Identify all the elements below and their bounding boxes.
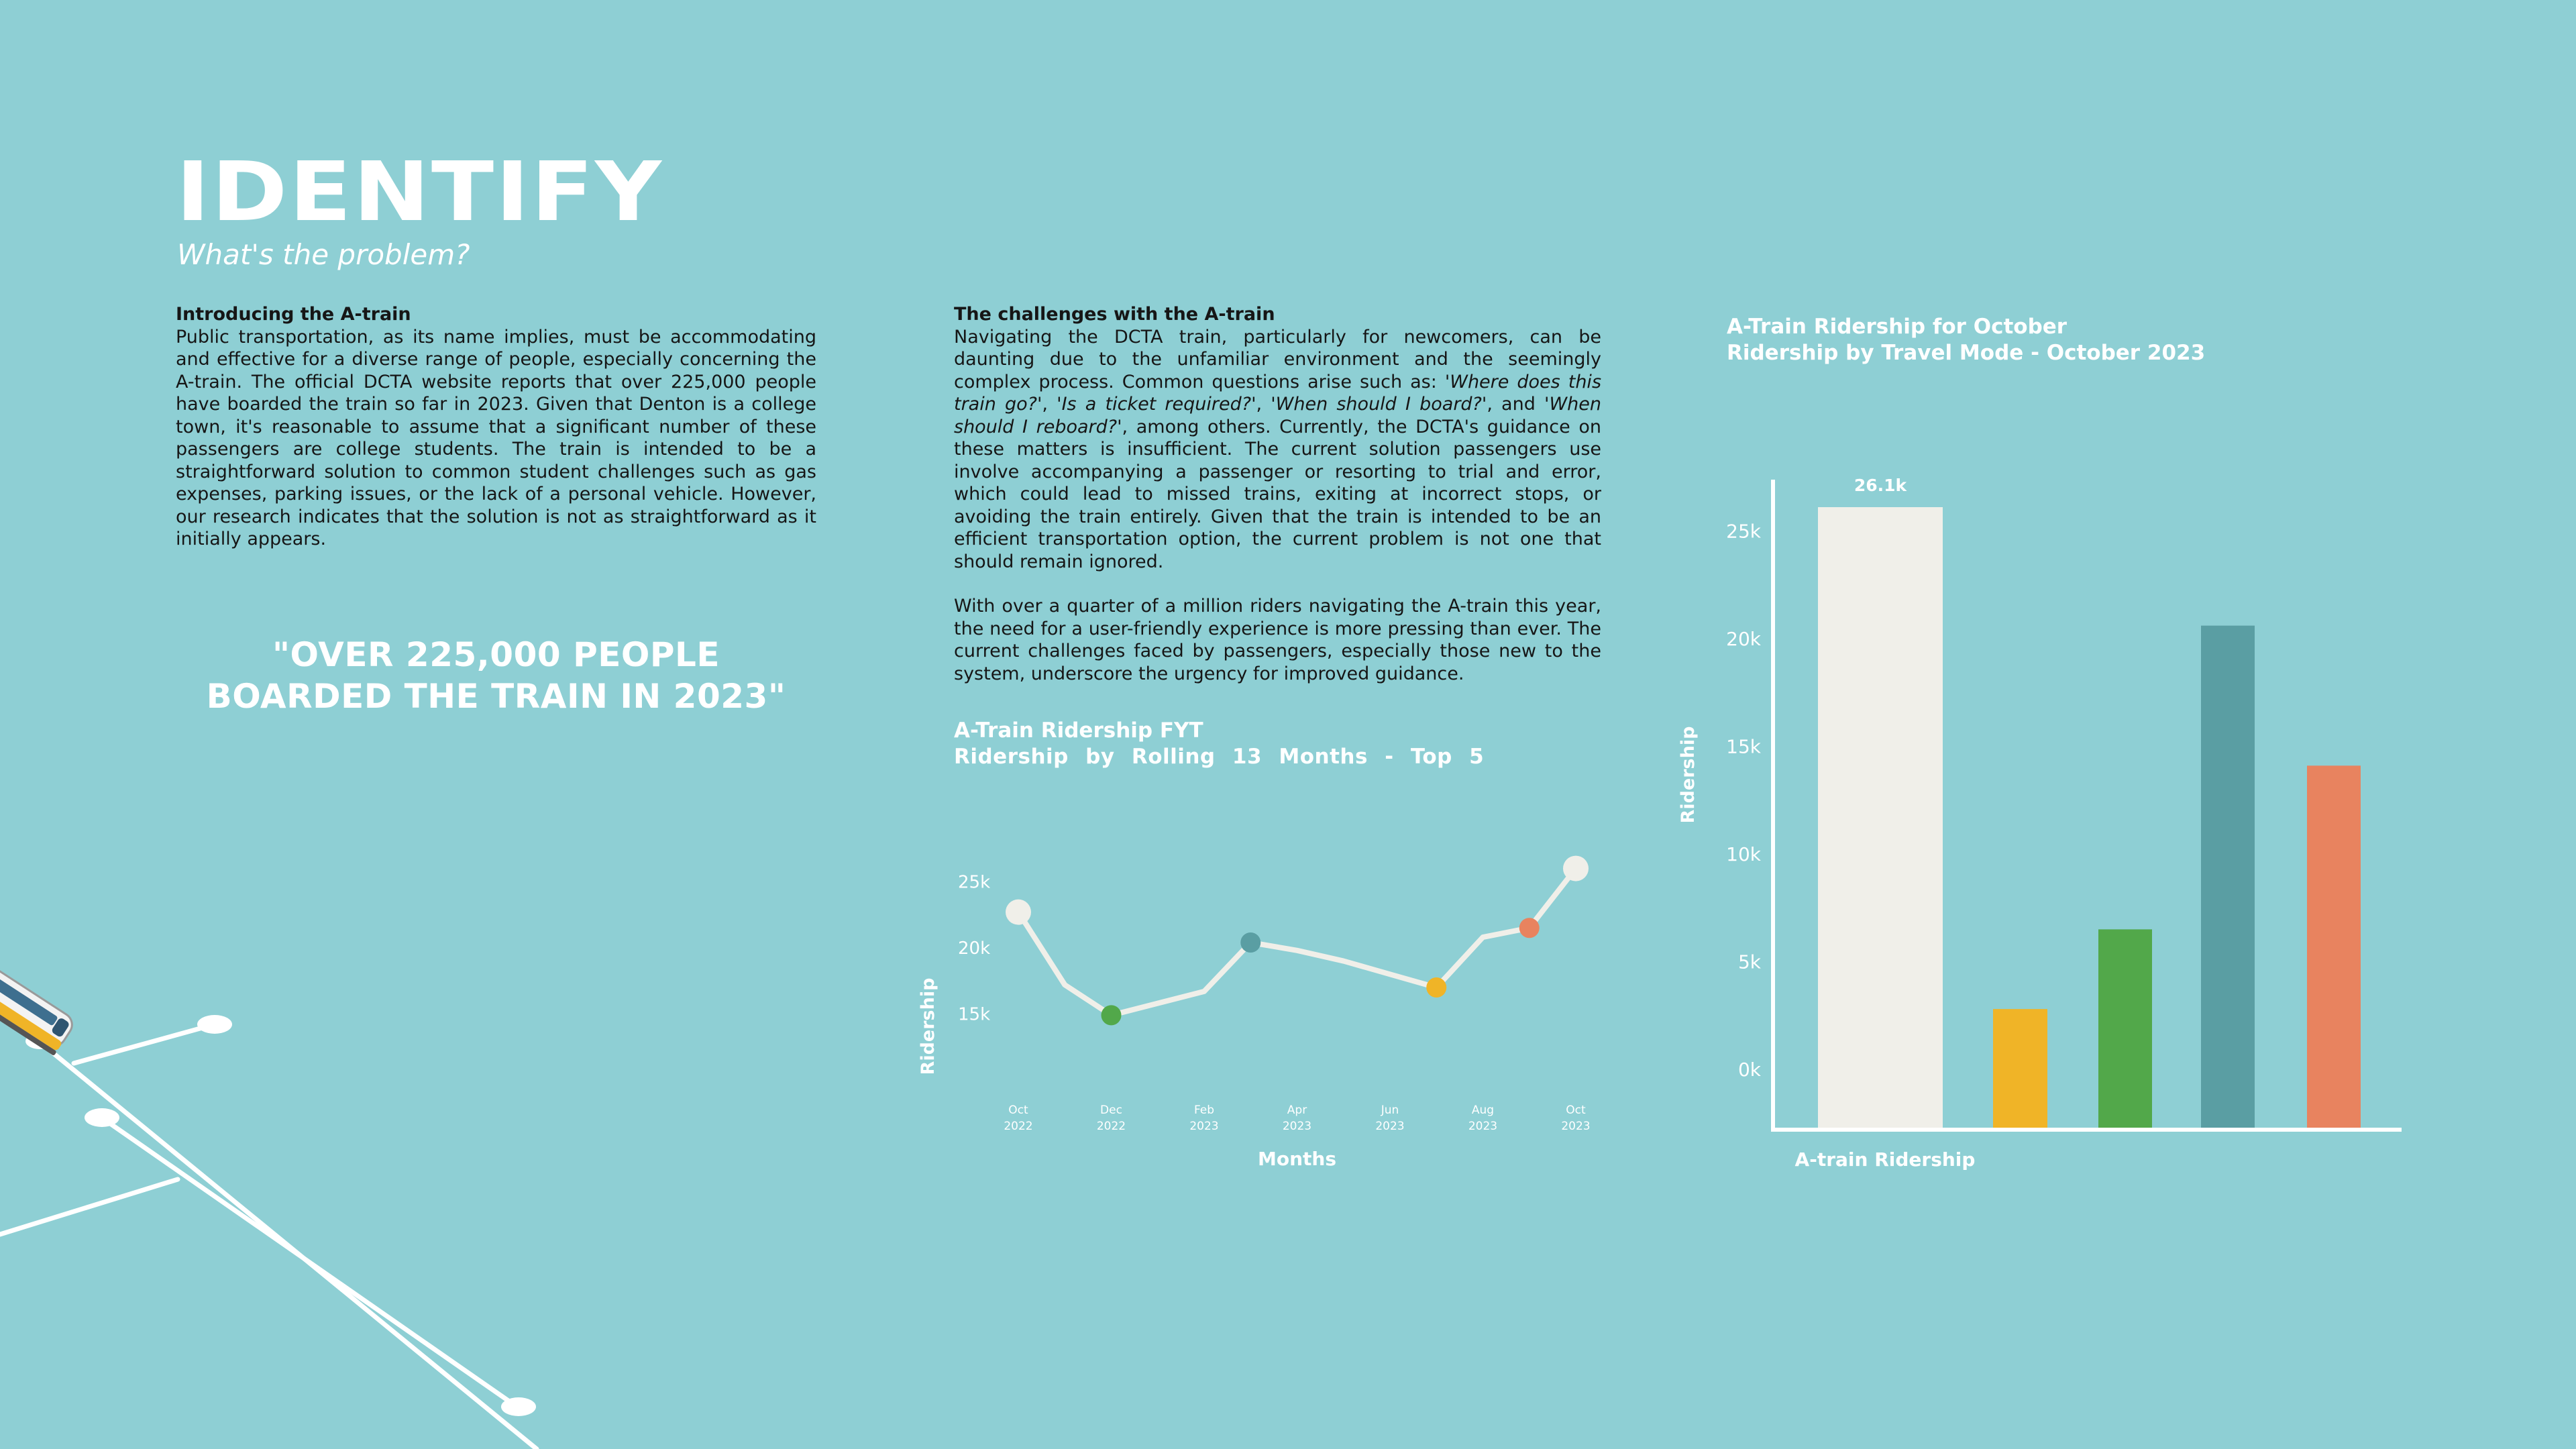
question-3: When should I board? [1275, 394, 1482, 415]
line-chart [912, 825, 1623, 1174]
x-tick-month: Aug [1471, 1104, 1495, 1117]
y-tick-label: 25k [958, 872, 991, 893]
intro-section [176, 303, 816, 551]
rail-map-illustration [0, 899, 604, 1449]
data-point [1426, 977, 1446, 998]
x-tick-year: 2023 [1561, 1120, 1591, 1133]
x-tick-year: 2023 [1189, 1120, 1219, 1133]
data-point [1563, 856, 1589, 881]
y-tick-label: 20k [958, 938, 991, 959]
challenges-paragraph-1: Navigating the DCTA train, particularly for newcomers, can be daunting due to the unfamiliar environment and the seemingly complex process. Common questions arise such as: 'Where does this train go?', 'Is a ticket required?', 'When should I board?', and 'When should I reboard?', among others. Currently, the DCTA's guidance on these matters is insufficient. The current solution passengers use involve accompanying a passenger or resorting to trial and error, which could lead to missed trains, exiting at incorrect stops, or avoiding the train entirely. Given that the train is intended to be an efficient transportation option, the current problem is not one that should remain ignored. [954, 326, 1602, 572]
data-point [1102, 1005, 1122, 1025]
bar [2098, 929, 2152, 1128]
y-tick-label: 15k [1726, 735, 1761, 758]
y-tick-label: 15k [958, 1004, 991, 1025]
x-tick-month: Dec [1100, 1104, 1122, 1117]
y-axis-label: Ridership [918, 977, 938, 1075]
bar [2307, 765, 2361, 1128]
series-line [1018, 869, 1576, 1016]
train-icon [0, 963, 76, 1056]
y-tick-label: 20k [1726, 627, 1761, 650]
data-point [1006, 900, 1031, 925]
bar-chart [1664, 416, 2428, 1181]
intro-heading: Introducing the A-train [176, 304, 411, 325]
bar [1993, 1009, 2047, 1128]
question-1: Where does this train go? [954, 371, 1602, 415]
x-tick-year: 2023 [1375, 1120, 1405, 1133]
x-axis-label: A-train Ridership [1794, 1148, 1976, 1171]
pull-quote-line-2: BOARDED THE TRAIN IN 2023" [206, 677, 786, 716]
x-axis-label: Months [1257, 1148, 1337, 1170]
bar [1818, 507, 1943, 1128]
x-tick-month: Jun [1381, 1104, 1399, 1117]
x-tick-year: 2023 [1468, 1120, 1498, 1133]
bar-chart-title: A-Train Ridership for October Ridership by Travel Mode - October 2023 [1727, 315, 2206, 365]
challenges-section [954, 303, 1601, 685]
x-tick-year: 2022 [1096, 1120, 1126, 1133]
data-point [1240, 932, 1260, 953]
page-subtitle: What's the problem? [177, 238, 470, 271]
question-2: Is a ticket required? [1061, 394, 1252, 415]
y-tick-label: 10k [1726, 843, 1761, 865]
y-tick-label: 0k [1737, 1059, 1761, 1081]
x-tick-year: 2023 [1282, 1120, 1312, 1133]
station-node [501, 1397, 536, 1416]
pull-quote-line-1: "OVER 225,000 PEOPLE [272, 635, 720, 674]
intro-body: Public transportation, as its name implies, must be accommodating and effective for a diverse range of people, especially concerning the A-train. The official DCTA website reports that over 225,000 people have boarded the train so far in 2023. Given that Denton is a college town, it's reasonable to assume that a significant number of these passengers are college students. The train is intended to be a straightforward solution to common student challenges such as gas expenses, parking issues, or the lack of a personal vehicle. However, our research indicates that the solution is not as straightforward as it initially appears. [176, 326, 816, 549]
bar-data-label: 26.1k [1854, 476, 1907, 496]
line-chart-title: A-Train Ridership FYT Ridership by Rolling 13 Months - Top 5 [954, 718, 1485, 769]
station-node [85, 1108, 119, 1127]
page-title: IDENTIFY [176, 144, 663, 239]
station-node [197, 1015, 232, 1034]
question-4: When should I reboard? [954, 394, 1601, 437]
bar [2201, 626, 2255, 1128]
x-tick-year: 2022 [1004, 1120, 1033, 1133]
data-point [1519, 918, 1540, 938]
pull-quote [176, 634, 816, 717]
x-tick-month: Oct [1566, 1104, 1586, 1117]
y-tick-label: 5k [1737, 951, 1761, 973]
y-tick-label: 25k [1726, 520, 1761, 543]
x-tick-month: Feb [1193, 1104, 1215, 1117]
challenges-heading: The challenges with the A-train [954, 304, 1275, 325]
challenges-paragraph-2: With over a quarter of a million riders navigating the A-train this year, the need for a user-friendly experience is more pressing than ever. The current challenges faced by passengers, especially those new to the system, underscore the urgency for improved guidance. [954, 596, 1601, 684]
x-tick-month: Apr [1287, 1104, 1307, 1117]
x-tick-month: Oct [1008, 1104, 1028, 1117]
y-axis-label: Ridership [1678, 726, 1699, 824]
